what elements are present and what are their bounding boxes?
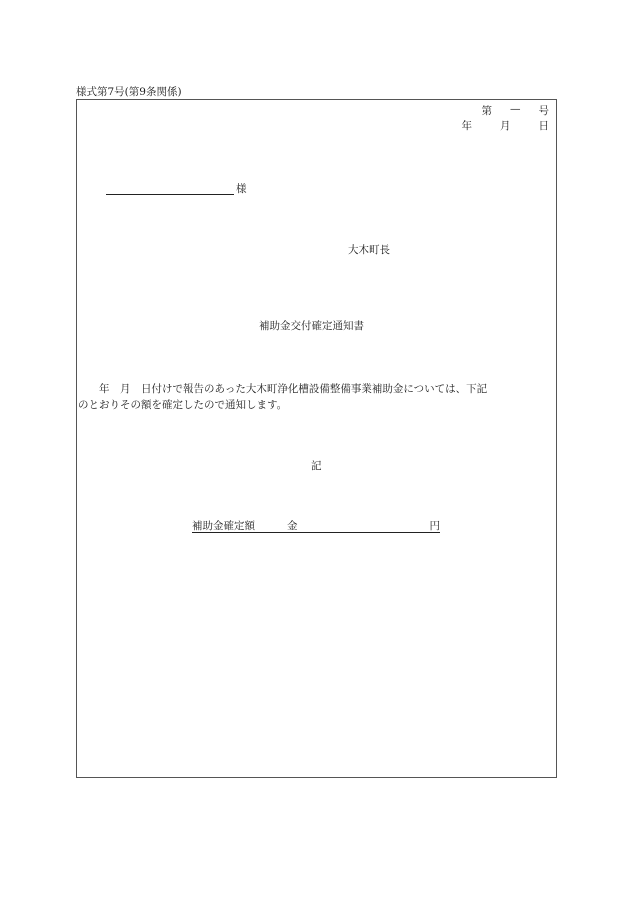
body-text-line-1: 年 月 日付けで報告のあった大木町浄化槽設備整備事業補助金については、下記: [78, 383, 488, 395]
date-day: 日: [538, 120, 549, 132]
document-title: 補助金交付確定通知書: [259, 320, 364, 332]
doc-no-dash: —: [510, 103, 521, 115]
date-month: 月: [500, 120, 511, 132]
document-number: [482, 103, 550, 118]
amount-kin: 金: [287, 520, 298, 532]
issuer: 大木町長: [348, 244, 390, 256]
ki-heading: 記: [311, 460, 322, 472]
amount-yen: 円: [429, 520, 440, 532]
doc-no-dai: 第: [481, 105, 492, 117]
issue-date: [462, 118, 550, 133]
date-year: 年: [461, 120, 472, 132]
addressee-blank-line: [106, 194, 234, 195]
amount-label: 補助金確定額: [192, 520, 255, 532]
amount-row: [192, 518, 440, 533]
form-number: 様式第7号(第9条関係): [76, 86, 182, 98]
body-text-line-2: のとおりその額を確定したので通知します。: [78, 399, 288, 411]
doc-no-go: 号: [538, 105, 549, 117]
form-frame: [76, 99, 557, 778]
addressee-suffix: 様: [236, 183, 247, 195]
